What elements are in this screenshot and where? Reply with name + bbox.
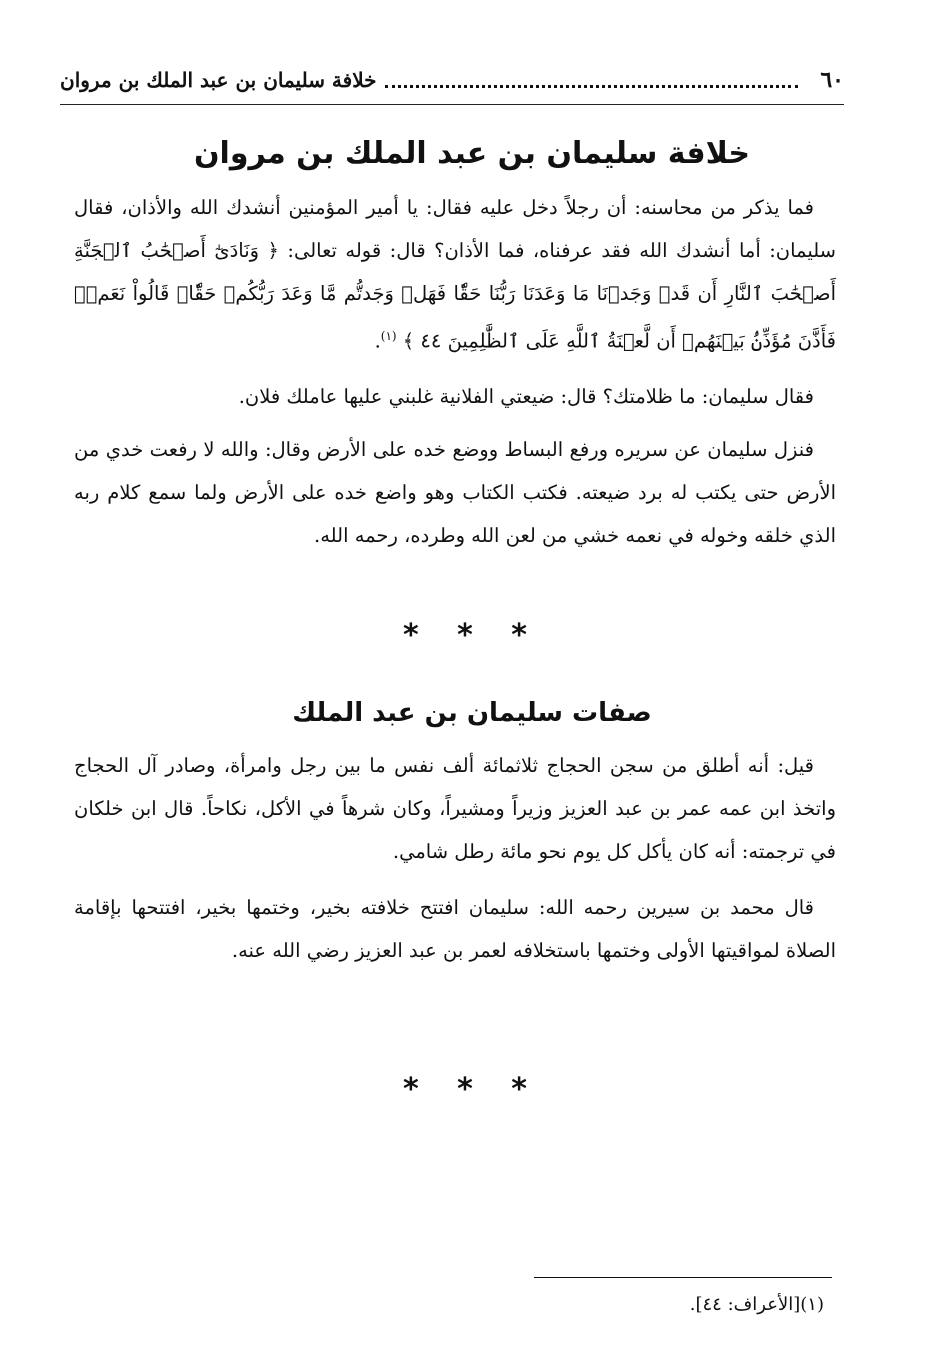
paragraph: [74, 744, 836, 873]
paragraph-text: فنزل سليمان عن سريره ورفع البساط ووضع خده على الأرض وقال: والله لا رفعت خدي من الأرض حتى يكتب له برد ضيعته. فكتب الكتاب وهو واضع خده على الأرض ولما سمع كلام ربه الذي خلقه وخوله في نعمه خشي من لعن الله وطرده، رحمه الله.: [74, 438, 836, 547]
paragraph-text: قال محمد بن سيرين رحمه الله: سليمان افتتح خلافته بخير، وختمها بخير، افتتحها بإقامة الصلاة لمواقيتها الأولى وختمها باستخلافه لعمر بن عبد العزيز رضي الله عنه.: [74, 896, 836, 962]
paragraph-text: فما يذكر من محاسنه: أن رجلاً دخل عليه فقال: يا أمير المؤمنين أنشدك الله والأذان، فقال سليمان: أما أنشدك الله فقد عرفناه، فما الأذان؟ قال: قوله تعالى:: [74, 196, 837, 262]
paragraph-text: فقال سليمان: ما ظلامتك؟ قال: ضيعتي الفلانية غلبني عليها عاملك فلان.: [238, 385, 814, 408]
footnote-rule: [534, 1277, 832, 1278]
paragraph: [74, 375, 836, 418]
footnote-reference[interactable]: (١): [380, 329, 397, 343]
paragraph-text: قيل: أنه أطلق من سجن الحجاج ثلاثمائة ألف نفس ما بين رجل وامرأة، وصادر آل الحجاج واتخذ ابن عمه عمر بن عبد العزيز وزيراً ومشيراً، وكان شرهاً في الأكل، نكاحاً. قال ابن خلكان في ترجمته: أنه كان يأكل كل يوم نحو مائة رطل شامي.: [74, 754, 836, 863]
running-header: [60, 64, 844, 96]
section-separator: * * *: [403, 1072, 541, 1107]
paragraph-end: .: [374, 329, 381, 353]
page-number: ٦٠: [820, 67, 844, 93]
paragraph: [74, 428, 836, 557]
paragraph: [74, 886, 836, 972]
paragraph: [74, 186, 836, 372]
header-leader-dots: [385, 85, 799, 88]
section-separator: * * *: [403, 618, 541, 653]
section-title: خلافة سليمان بن عبد الملك بن مروان: [193, 136, 751, 171]
running-title: خلافة سليمان بن عبد الملك بن مروان: [60, 68, 377, 92]
quran-verse: ﴿ وَنَادَىٰٓ أَصۡحَٰبُ ٱلۡجَنَّةِ أَصۡحَٰبَ ٱلنَّارِ أَن قَدۡ وَجَدۡنَا مَا وَعَدَنَا رَبُّنَا حَقّٗا فَهَلۡ وَجَدتُّم مَّا وَعَدَ رَبُّكُمۡ حَقّٗاۖ قَالُواْ نَعَمۡۚ فَأَذَّنَ مُؤَذِّنُۢ بَيۡنَهُمۡ أَن لَّعۡنَةُ ٱللَّهِ عَلَى ٱلظَّٰلِمِينَ ٤٤ ﴾: [74, 239, 836, 353]
header-rule: [60, 104, 844, 105]
footnote: (١)[الأعراف: ٤٤].: [689, 1294, 824, 1315]
section-title: صفات سليمان بن عبد الملك: [292, 698, 652, 728]
